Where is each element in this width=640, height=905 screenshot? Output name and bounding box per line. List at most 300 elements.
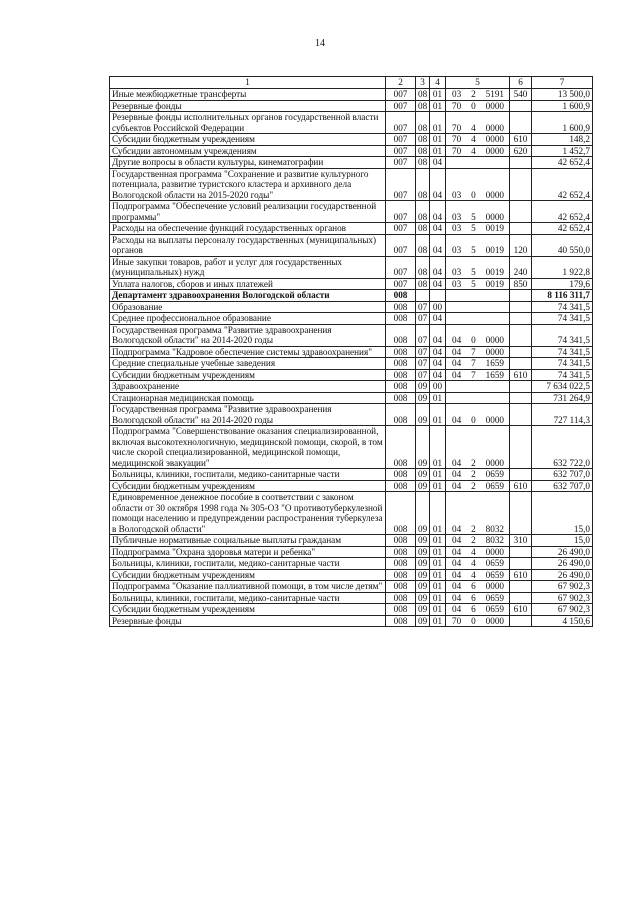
target-article-part: 0000	[485, 189, 504, 200]
target-article-code	[446, 112, 510, 134]
table-row	[110, 604, 593, 616]
page-number: 14	[315, 38, 325, 49]
target-article-part: 0	[471, 615, 476, 626]
target-article-part: 0659	[485, 604, 504, 614]
section-code: 09	[416, 615, 430, 627]
section-code: 08	[416, 145, 430, 157]
subsection-code: 01	[430, 569, 446, 581]
subsection-code	[430, 290, 446, 302]
target-article-part: 2	[471, 523, 476, 534]
subsection-code: 01	[430, 615, 446, 627]
target-article-code	[446, 369, 510, 381]
row-name: Субсидии бюджетным учреждениям	[110, 134, 386, 146]
target-article-part: 0659	[485, 569, 504, 580]
table-row	[110, 404, 593, 426]
target-article-part: 0000	[485, 122, 504, 133]
target-article-part: 4	[471, 134, 476, 144]
section-code: 08	[416, 168, 430, 201]
subsection-code: 01	[430, 404, 446, 426]
table-row	[110, 134, 593, 146]
ministry-code: 007	[386, 256, 416, 278]
subsection-code: 01	[430, 535, 446, 547]
target-article-part: 0019	[485, 223, 504, 233]
section-code: 07	[416, 346, 430, 358]
row-name: Субсидии автономным учреждениям	[110, 145, 386, 157]
target-article-part: 04	[452, 369, 462, 380]
section-code	[416, 290, 430, 302]
target-article-code	[446, 168, 510, 201]
target-article-part: 70	[452, 122, 462, 133]
subsection-code: 04	[430, 201, 446, 223]
target-article-part: 04	[452, 469, 462, 479]
ministry-code: 007	[386, 89, 416, 101]
target-article-part: 4	[471, 558, 476, 568]
section-code: 09	[416, 392, 430, 404]
target-article-part: 1659	[485, 369, 504, 380]
expense-type-code: 620	[510, 145, 532, 157]
row-name: Департамент здравоохранения Вологодской области	[110, 290, 386, 302]
target-article-code	[446, 480, 510, 492]
target-article-part: 04	[452, 358, 462, 368]
subsection-code: 01	[430, 492, 446, 535]
target-article-part: 4	[471, 546, 476, 557]
subsection-code: 04	[430, 256, 446, 278]
table-row	[110, 112, 593, 134]
amount: 4 150,6	[532, 615, 593, 627]
target-article-code	[446, 604, 510, 616]
table-row	[110, 168, 593, 201]
target-article-part: 03	[452, 278, 462, 289]
ministry-code: 007	[386, 223, 416, 235]
table-row	[110, 301, 593, 313]
target-article-code	[446, 157, 510, 169]
target-article-part: 5	[471, 267, 476, 277]
expense-type-code: 310	[510, 535, 532, 547]
target-article-code	[446, 404, 510, 426]
target-article-code	[446, 201, 510, 223]
target-article-part: 0659	[485, 469, 504, 479]
table-row	[110, 569, 593, 581]
target-article-code	[446, 392, 510, 404]
row-name: Больницы, клиники, госпитали, медико-санитарные части	[110, 469, 386, 481]
target-article-code	[446, 535, 510, 547]
ministry-code: 007	[386, 157, 416, 169]
target-article-part: 6	[471, 604, 476, 614]
target-article-part: 03	[452, 245, 462, 255]
ministry-code: 008	[386, 492, 416, 535]
table-row	[110, 145, 593, 157]
target-article-code	[446, 469, 510, 481]
table-row	[110, 392, 593, 404]
target-article-part: 7	[471, 346, 476, 357]
expense-type-code	[510, 546, 532, 558]
table-row	[110, 469, 593, 481]
amount: 74 341,5	[532, 369, 593, 381]
section-code: 07	[416, 358, 430, 370]
subsection-code: 01	[430, 581, 446, 593]
target-article-part: 04	[452, 523, 462, 534]
section-code: 09	[416, 546, 430, 558]
table-row	[110, 313, 593, 325]
target-article-part: 04	[452, 480, 462, 491]
ministry-code: 007	[386, 134, 416, 146]
amount: 148,2	[532, 134, 593, 146]
subsection-code: 04	[430, 358, 446, 370]
target-article-part: 04	[452, 546, 462, 557]
target-article-part: 04	[452, 335, 462, 345]
row-name: Среднее профессиональное образование	[110, 313, 386, 325]
row-name: Стационарная медицинская помощь	[110, 392, 386, 404]
amount: 179,6	[532, 278, 593, 290]
expense-type-code	[510, 324, 532, 346]
ministry-code: 008	[386, 546, 416, 558]
section-code: 08	[416, 89, 430, 101]
expense-type-code: 850	[510, 278, 532, 290]
ministry-code: 008	[386, 615, 416, 627]
table-row	[110, 369, 593, 381]
section-code: 07	[416, 369, 430, 381]
subsection-code: 04	[430, 168, 446, 201]
expense-type-code	[510, 492, 532, 535]
row-name: Подпрограмма "Обеспечение условий реализации государственной программы"	[110, 201, 386, 223]
target-article-code	[446, 381, 510, 393]
expense-type-code	[510, 469, 532, 481]
section-code: 08	[416, 278, 430, 290]
expense-type-code	[510, 404, 532, 426]
target-article-code	[446, 358, 510, 370]
section-code: 08	[416, 134, 430, 146]
amount: 632 722,0	[532, 426, 593, 469]
target-article-code	[446, 145, 510, 157]
table-row	[110, 558, 593, 570]
table-row	[110, 256, 593, 278]
amount: 632 707,0	[532, 480, 593, 492]
table-row	[110, 615, 593, 627]
section-code: 09	[416, 426, 430, 469]
header-cell: 3	[416, 77, 430, 89]
amount: 727 114,3	[532, 404, 593, 426]
row-name: Подпрограмма "Совершенствование оказания специализированной, включая высокотехнологичную, медицинской помощи, скорой, в том числе скорой специализированной, медицинской помощи, медицинской эвакуации"	[110, 426, 386, 469]
target-article-part: 70	[452, 615, 462, 626]
expense-type-code	[510, 112, 532, 134]
expense-type-code: 240	[510, 256, 532, 278]
target-article-code	[446, 256, 510, 278]
target-article-part: 03	[452, 211, 462, 222]
row-name: Резервные фонды исполнительных органов государственной власти субъектов Российской Федерации	[110, 112, 386, 134]
amount: 67 902,3	[532, 592, 593, 604]
section-code: 09	[416, 535, 430, 547]
table-row	[110, 358, 593, 370]
subsection-code: 04	[430, 223, 446, 235]
expense-type-code	[510, 392, 532, 404]
row-name: Больницы, клиники, госпитали, медико-санитарные части	[110, 558, 386, 570]
ministry-code: 008	[386, 581, 416, 593]
ministry-code: 007	[386, 145, 416, 157]
ministry-code: 007	[386, 278, 416, 290]
target-article-part: 0019	[485, 278, 504, 289]
amount: 74 341,5	[532, 301, 593, 313]
table-row	[110, 535, 593, 547]
subsection-code: 01	[430, 100, 446, 112]
target-article-part: 4	[471, 145, 476, 156]
amount: 67 902,3	[532, 604, 593, 616]
subsection-code: 01	[430, 112, 446, 134]
row-name: Государственная программа "Развитие здравоохранения Вологодской области" на 2014-2020 годы	[110, 404, 386, 426]
subsection-code: 04	[430, 369, 446, 381]
row-name: Публичные нормативные социальные выплаты гражданам	[110, 535, 386, 547]
row-name: Государственная программа "Сохранение и развитие культурного потенциала, развитие туристского кластера и архивного дела Вологодской области на 2015-2020 годы"	[110, 168, 386, 201]
amount: 1 922,8	[532, 256, 593, 278]
target-article-code	[446, 100, 510, 112]
target-article-part: 0000	[485, 211, 504, 222]
amount: 42 652,4	[532, 201, 593, 223]
target-article-part: 7	[471, 369, 476, 380]
table-row	[110, 480, 593, 492]
header-row	[110, 77, 593, 89]
target-article-part: 04	[452, 604, 462, 614]
amount: 632 707,0	[532, 469, 593, 481]
amount: 8 116 311,7	[532, 290, 593, 302]
table-row	[110, 592, 593, 604]
row-name: Субсидии бюджетным учреждениям	[110, 480, 386, 492]
row-name: Здравоохранение	[110, 381, 386, 393]
target-article-part: 04	[452, 592, 462, 603]
ministry-code: 007	[386, 201, 416, 223]
expense-type-code	[510, 426, 532, 469]
expense-type-code	[510, 313, 532, 325]
target-article-part: 0	[471, 189, 476, 200]
row-name: Иные закупки товаров, работ и услуг для государственных (муниципальных) нужд	[110, 256, 386, 278]
target-article-part: 04	[452, 558, 462, 568]
subsection-code: 04	[430, 313, 446, 325]
subsection-code: 04	[430, 234, 446, 256]
target-article-part: 04	[452, 581, 462, 591]
target-article-code	[446, 134, 510, 146]
section-code: 09	[416, 469, 430, 481]
target-article-code	[446, 346, 510, 358]
target-article-part: 04	[452, 569, 462, 580]
table-row	[110, 346, 593, 358]
expense-type-code	[510, 558, 532, 570]
subsection-code: 01	[430, 604, 446, 616]
target-article-code	[446, 426, 510, 469]
target-article-part: 70	[452, 134, 462, 144]
amount: 26 490,0	[532, 569, 593, 581]
row-name: Расходы на выплаты персоналу государственных (муниципальных) органов	[110, 234, 386, 256]
target-article-part: 0000	[485, 615, 504, 626]
table-row	[110, 581, 593, 593]
target-article-part: 0019	[485, 267, 504, 277]
budget-table	[109, 76, 593, 627]
section-code: 09	[416, 604, 430, 616]
target-article-code	[446, 558, 510, 570]
section-code: 09	[416, 381, 430, 393]
ministry-code: 008	[386, 313, 416, 325]
ministry-code: 007	[386, 100, 416, 112]
target-article-part: 5	[471, 211, 476, 222]
target-article-part: 0	[471, 335, 476, 345]
table-row	[110, 100, 593, 112]
target-article-part: 5	[471, 278, 476, 289]
target-article-part: 4	[471, 122, 476, 133]
ministry-code: 008	[386, 381, 416, 393]
section-code: 08	[416, 100, 430, 112]
subsection-code: 01	[430, 134, 446, 146]
subsection-code: 01	[430, 592, 446, 604]
row-name: Резервные фонды	[110, 100, 386, 112]
ministry-code: 008	[386, 469, 416, 481]
table-row	[110, 324, 593, 346]
target-article-part: 04	[452, 346, 462, 357]
target-article-part: 4	[471, 569, 476, 580]
row-name: Резервные фонды	[110, 615, 386, 627]
subsection-code: 01	[430, 426, 446, 469]
amount: 1 452,7	[532, 145, 593, 157]
target-article-part: 03	[452, 189, 462, 200]
header-cell: 5	[446, 77, 510, 89]
subsection-code: 04	[430, 157, 446, 169]
subsection-code: 00	[430, 301, 446, 313]
target-article-part: 8032	[485, 535, 504, 545]
section-code: 08	[416, 256, 430, 278]
amount: 42 652,4	[532, 223, 593, 235]
subsection-code: 01	[430, 546, 446, 558]
target-article-part: 0659	[485, 592, 504, 603]
target-article-part: 0000	[485, 581, 504, 591]
target-article-code	[446, 223, 510, 235]
subsection-code: 01	[430, 392, 446, 404]
row-name: Больницы, клиники, госпитали, медико-санитарные части	[110, 592, 386, 604]
ministry-code: 008	[386, 392, 416, 404]
section-code: 08	[416, 234, 430, 256]
expense-type-code	[510, 358, 532, 370]
amount: 42 652,4	[532, 168, 593, 201]
section-code: 09	[416, 404, 430, 426]
amount: 1 600,9	[532, 100, 593, 112]
target-article-part: 70	[452, 145, 462, 156]
expense-type-code: 610	[510, 569, 532, 581]
target-article-part: 2	[471, 457, 476, 468]
amount: 42 652,4	[532, 157, 593, 169]
table-row	[110, 89, 593, 101]
target-article-code	[446, 581, 510, 593]
row-name: Подпрограмма "Кадровое обеспечение системы здравоохранения"	[110, 346, 386, 358]
target-article-code	[446, 234, 510, 256]
table-row	[110, 278, 593, 290]
amount: 26 490,0	[532, 558, 593, 570]
table-row	[110, 381, 593, 393]
target-article-part: 2	[471, 469, 476, 479]
ministry-code: 008	[386, 324, 416, 346]
target-article-part: 2	[471, 480, 476, 491]
target-article-part: 8032	[485, 523, 504, 534]
expense-type-code: 610	[510, 604, 532, 616]
table-row	[110, 290, 593, 302]
amount: 731 264,9	[532, 392, 593, 404]
section-code: 09	[416, 569, 430, 581]
target-article-part: 0000	[485, 346, 504, 357]
expense-type-code	[510, 290, 532, 302]
expense-type-code: 610	[510, 369, 532, 381]
expense-type-code	[510, 168, 532, 201]
target-article-code	[446, 569, 510, 581]
amount: 40 550,0	[532, 234, 593, 256]
expense-type-code	[510, 100, 532, 112]
target-article-code	[446, 89, 510, 101]
row-name: Средние специальные учебные заведения	[110, 358, 386, 370]
target-article-part: 0000	[485, 457, 504, 468]
amount: 15,0	[532, 535, 593, 547]
subsection-code: 01	[430, 558, 446, 570]
target-article-code	[446, 546, 510, 558]
ministry-code: 007	[386, 112, 416, 134]
target-article-part: 6	[471, 592, 476, 603]
target-article-code	[446, 313, 510, 325]
target-article-part: 0000	[485, 100, 504, 111]
row-name: Подпрограмма "Охрана здоровья матери и ребенка"	[110, 546, 386, 558]
amount: 67 902,3	[532, 581, 593, 593]
header-cell: 4	[430, 77, 446, 89]
table-row	[110, 492, 593, 535]
ministry-code: 008	[386, 480, 416, 492]
ministry-code: 008	[386, 604, 416, 616]
target-article-part: 04	[452, 457, 462, 468]
table-row	[110, 426, 593, 469]
amount: 74 341,5	[532, 346, 593, 358]
row-name: Образование	[110, 301, 386, 313]
target-article-part: 70	[452, 100, 462, 111]
row-name: Субсидии бюджетным учреждениям	[110, 569, 386, 581]
row-name: Субсидии бюджетным учреждениям	[110, 369, 386, 381]
ministry-code: 008	[386, 404, 416, 426]
expense-type-code	[510, 301, 532, 313]
amount: 7 634 022,5	[532, 381, 593, 393]
row-name: Другие вопросы в области культуры, кинематографии	[110, 157, 386, 169]
subsection-code: 00	[430, 381, 446, 393]
expense-type-code: 610	[510, 480, 532, 492]
subsection-code: 04	[430, 278, 446, 290]
target-article-code	[446, 278, 510, 290]
ministry-code: 008	[386, 346, 416, 358]
section-code: 07	[416, 313, 430, 325]
amount: 74 341,5	[532, 324, 593, 346]
target-article-part: 0000	[485, 335, 504, 345]
section-code: 07	[416, 324, 430, 346]
subsection-code: 01	[430, 145, 446, 157]
ministry-code: 008	[386, 369, 416, 381]
expense-type-code: 610	[510, 134, 532, 146]
header-cell: 1	[110, 77, 386, 89]
row-name: Иные межбюджетные трансферты	[110, 89, 386, 101]
subsection-code: 01	[430, 469, 446, 481]
amount: 1 600,9	[532, 112, 593, 134]
target-article-part: 03	[452, 223, 462, 233]
section-code: 09	[416, 581, 430, 593]
amount: 74 341,5	[532, 313, 593, 325]
ministry-code: 007	[386, 168, 416, 201]
section-code: 09	[416, 480, 430, 492]
ministry-code: 008	[386, 358, 416, 370]
expense-type-code	[510, 615, 532, 627]
target-article-part: 0000	[485, 134, 504, 144]
target-article-part: 0000	[485, 145, 504, 156]
expense-type-code: 540	[510, 89, 532, 101]
expense-type-code	[510, 201, 532, 223]
target-article-part: 5191	[485, 89, 504, 99]
ministry-code: 008	[386, 558, 416, 570]
target-article-part: 04	[452, 535, 462, 545]
target-article-code	[446, 615, 510, 627]
